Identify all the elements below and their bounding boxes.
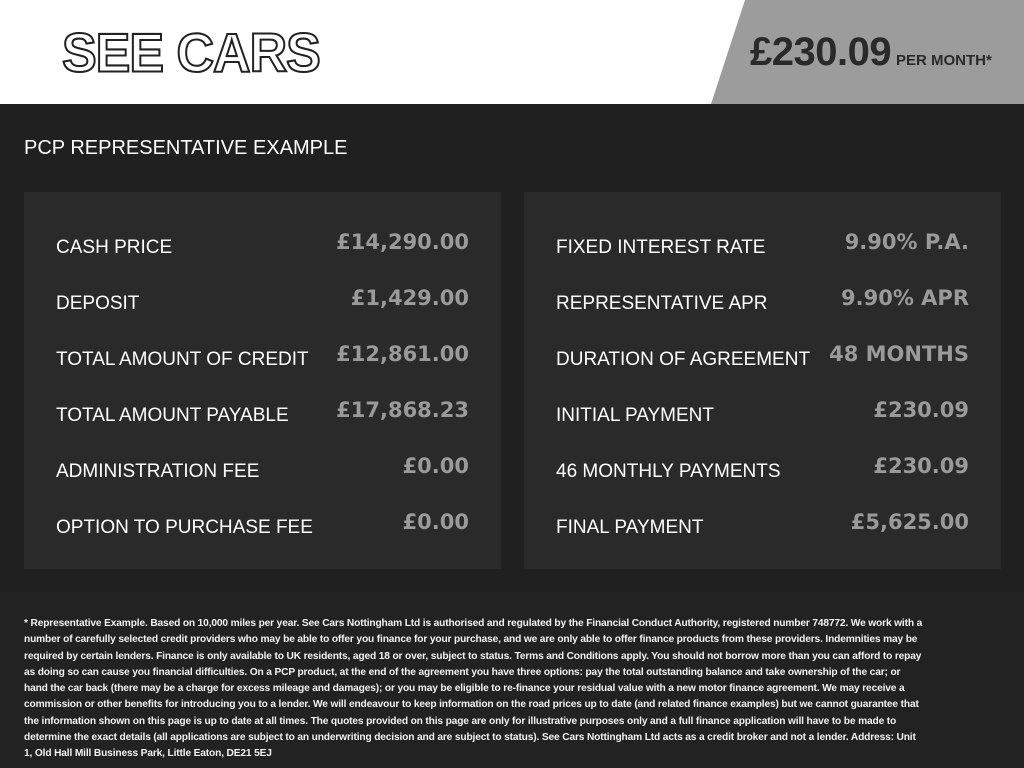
- finance-row-final-payment: [556, 508, 969, 538]
- finance-row-admin-fee: [56, 452, 469, 482]
- finance-row-cash-price: [56, 228, 469, 258]
- row-label: INITIAL PAYMENT: [556, 405, 715, 426]
- row-label: TOTAL AMOUNT OF CREDIT: [56, 349, 309, 370]
- row-value: £0.00: [402, 510, 469, 534]
- finance-card-right: [524, 192, 1001, 569]
- row-label: DURATION OF AGREEMENT: [556, 349, 811, 370]
- row-label: ADMINISTRATION FEE: [56, 461, 260, 482]
- finance-row-duration: [556, 340, 969, 370]
- finance-row-apr: [556, 284, 969, 314]
- row-label: 46 MONTHLY PAYMENTS: [556, 461, 781, 482]
- row-value: £0.00: [402, 454, 469, 478]
- row-value: £230.09: [873, 398, 969, 422]
- finance-row-monthly-payments: [556, 452, 969, 482]
- finance-row-interest-rate: [556, 228, 969, 258]
- finance-row-deposit: [56, 284, 469, 314]
- finance-card-left: [24, 192, 501, 569]
- row-label: DEPOSIT: [56, 293, 140, 314]
- row-label: CASH PRICE: [56, 237, 173, 258]
- row-value: 48 MONTHS: [829, 342, 969, 366]
- header: [0, 0, 1024, 104]
- logo[interactable]: SEE CARS: [62, 23, 320, 84]
- finance-row-total-payable: [56, 396, 469, 426]
- row-value: 9.90% P.A.: [844, 230, 969, 254]
- row-value: £1,429.00: [350, 286, 469, 310]
- row-label: FINAL PAYMENT: [556, 517, 704, 538]
- monthly-price-suffix: PER MONTH*: [896, 52, 992, 69]
- row-label: OPTION TO PURCHASE FEE: [56, 517, 313, 538]
- row-value: £17,868.23: [336, 398, 469, 422]
- row-label: REPRESENTATIVE APR: [556, 293, 768, 314]
- row-value: £230.09: [873, 454, 969, 478]
- row-value: 9.90% APR: [841, 286, 969, 310]
- row-label: TOTAL AMOUNT PAYABLE: [56, 405, 289, 426]
- section-title: PCP REPRESENTATIVE EXAMPLE: [24, 137, 348, 159]
- finance-row-option-fee: [56, 508, 469, 538]
- finance-row-initial-payment: [556, 396, 969, 426]
- row-value: £5,625.00: [850, 510, 969, 534]
- row-label: FIXED INTEREST RATE: [556, 237, 766, 258]
- finance-disclaimer: * Representative Example. Based on 10,000 miles per year. See Cars Nottingham Ltd is authorised and regulated by the Financial Conduct Authority, registered number 748772. We work with a number of carefully selected credit providers who may be able to offer you finance for your purchase, and we are only able to offer finance products from these providers. Indemnities may be required by certain lenders. Finance is only available to UK residents, aged 18 or over, subject to status. Terms and Conditions apply. You should not borrow more than you can afford to repay as doing so can cause you financial difficulties. On a PCP product, at the end of the agreement you have three options: pay the total outstanding balance and take ownership of the car; or hand the car back (there may be a charge for excess mileage and damages); or you may be eligible to re-finance your residual value with a new motor finance agreement. We may receive a commission or other benefits for introducing you to a lender. We will endeavour to keep information on the road prices up to date (and related finance examples) but we cannot guarantee that the information shown on this page is up to date at all times. The quotes provided on this page are only for illustrative purposes only and a full finance application will have to be made to determine the exact details (all applications are subject to an underwriting decision and are subject to status). See Cars Nottingham Ltd acts as a credit broker and not a lender. Address: Unit 1, Old Hall Mill Business Park, Little Eaton, DE21 5EJ: [24, 618, 923, 760]
- row-value: £14,290.00: [336, 230, 469, 254]
- finance-example-section: [0, 104, 1024, 592]
- finance-row-total-credit: [56, 340, 469, 370]
- monthly-price: £230.09: [750, 30, 892, 74]
- row-value: £12,861.00: [336, 342, 469, 366]
